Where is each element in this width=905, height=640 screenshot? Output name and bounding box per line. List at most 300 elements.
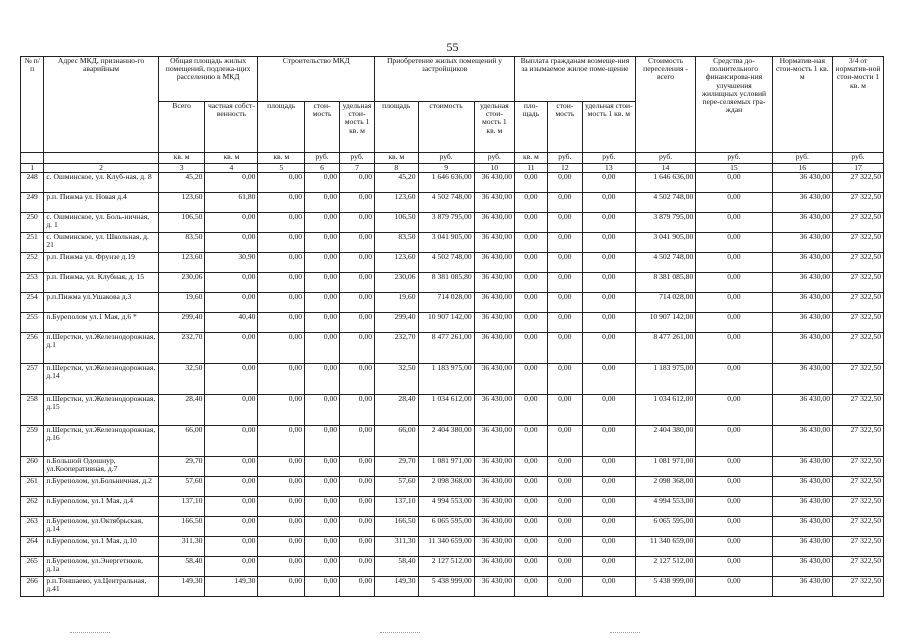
row-area-private: 0,00 [205, 213, 258, 233]
row-payout-area: 0,00 [514, 577, 547, 597]
table-row [21, 426, 884, 457]
row-payout-unit-cost: 0,00 [582, 537, 635, 557]
column-number: 3 [158, 164, 205, 173]
row-build-unit-cost: 0,00 [340, 497, 375, 517]
row-area-private: 0,00 [205, 333, 258, 364]
row-area-total: 45,20 [158, 173, 205, 193]
row-address: п.Шерстки, ул.Железнодорожная, д.1 [44, 333, 158, 364]
table-row [21, 333, 884, 364]
row-payout-unit-cost: 0,00 [582, 173, 635, 193]
row-three-quarters: 27 322,50 [833, 273, 884, 293]
row-payout-unit-cost: 0,00 [582, 253, 635, 273]
row-purchase-unit-cost: 36 430,00 [474, 233, 514, 253]
row-area-total: 28,40 [158, 395, 205, 426]
row-address: р.п. Пижма ул. Фрунзе д.19 [44, 253, 158, 273]
table-row [21, 497, 884, 517]
row-build-area: 0,00 [258, 253, 305, 273]
row-area-private: 0,00 [205, 273, 258, 293]
header-payout-area: пло-щадь [514, 102, 547, 153]
row-total-cost: 8 381 085,80 [635, 273, 695, 293]
row-number: 255 [21, 313, 44, 333]
row-extra-funding: 0,00 [696, 233, 772, 253]
row-purchase-area: 149,30 [375, 577, 418, 597]
row-payout-area: 0,00 [514, 173, 547, 193]
row-area-private: 61,80 [205, 193, 258, 213]
row-purchase-cost: 1 034 612,00 [418, 395, 474, 426]
row-area-private: 0,00 [205, 395, 258, 426]
unit-cell: кв. м [158, 153, 205, 164]
column-number: 14 [635, 164, 695, 173]
row-purchase-area: 58,40 [375, 557, 418, 577]
row-payout-cost: 0,00 [547, 313, 582, 333]
row-total-cost: 5 438 999,00 [635, 577, 695, 597]
row-address: р.п.Пижма ул.Ушакова д.3 [44, 293, 158, 313]
table-row [21, 173, 884, 193]
row-address: п.Шерстки, ул.Железнодорожная, д.14 [44, 364, 158, 395]
row-build-unit-cost: 0,00 [340, 213, 375, 233]
row-payout-cost: 0,00 [547, 233, 582, 253]
column-number: 8 [375, 164, 418, 173]
row-payout-area: 0,00 [514, 313, 547, 333]
row-payout-unit-cost: 0,00 [582, 557, 635, 577]
row-total-cost: 1 081 971,00 [635, 457, 695, 477]
row-purchase-unit-cost: 36 430,00 [474, 273, 514, 293]
column-number: 17 [833, 164, 884, 173]
row-build-unit-cost: 0,00 [340, 477, 375, 497]
row-build-area: 0,00 [258, 537, 305, 557]
row-payout-cost: 0,00 [547, 273, 582, 293]
row-build-cost: 0,00 [305, 426, 340, 457]
header-payout-cost: стои-мость [547, 102, 582, 153]
row-build-area: 0,00 [258, 333, 305, 364]
row-total-cost: 1 034 612,00 [635, 395, 695, 426]
row-number: 249 [21, 193, 44, 213]
row-purchase-area: 106,50 [375, 213, 418, 233]
row-build-area: 0,00 [258, 233, 305, 253]
row-build-unit-cost: 0,00 [340, 517, 375, 537]
row-number: 253 [21, 273, 44, 293]
row-purchase-cost: 1 646 636,00 [418, 173, 474, 193]
column-number: 2 [44, 164, 158, 173]
row-normative-cost: 36 430,00 [772, 273, 832, 293]
row-purchase-cost: 11 340 659,00 [418, 537, 474, 557]
row-purchase-cost: 714 028,00 [418, 293, 474, 313]
row-total-cost: 6 065 595,00 [635, 517, 695, 537]
row-three-quarters: 27 322,50 [833, 517, 884, 537]
table-row [21, 193, 884, 213]
row-area-private: 0,00 [205, 477, 258, 497]
row-total-cost: 4 502 748,00 [635, 253, 695, 273]
row-purchase-area: 32,50 [375, 364, 418, 395]
row-build-cost: 0,00 [305, 233, 340, 253]
row-build-unit-cost: 0,00 [340, 457, 375, 477]
row-three-quarters: 27 322,50 [833, 364, 884, 395]
footer-dots [610, 632, 640, 634]
table-row [21, 457, 884, 477]
row-number: 248 [21, 173, 44, 193]
unit-cell: руб. [474, 153, 514, 164]
row-build-area: 0,00 [258, 213, 305, 233]
row-normative-cost: 36 430,00 [772, 557, 832, 577]
row-build-unit-cost: 0,00 [340, 173, 375, 193]
row-build-area: 0,00 [258, 426, 305, 457]
row-payout-area: 0,00 [514, 333, 547, 364]
row-address: с. Ошминское, ул. Школьная, д. 21 [44, 233, 158, 253]
row-build-area: 0,00 [258, 273, 305, 293]
row-three-quarters: 27 322,50 [833, 457, 884, 477]
row-build-area: 0,00 [258, 313, 305, 333]
row-number: 251 [21, 233, 44, 253]
row-extra-funding: 0,00 [696, 557, 772, 577]
row-purchase-cost: 5 438 999,00 [418, 577, 474, 597]
row-area-total: 299,40 [158, 313, 205, 333]
row-build-cost: 0,00 [305, 557, 340, 577]
row-number: 261 [21, 477, 44, 497]
row-payout-unit-cost: 0,00 [582, 395, 635, 426]
row-purchase-unit-cost: 36 430,00 [474, 193, 514, 213]
table-row [21, 395, 884, 426]
row-build-unit-cost: 0,00 [340, 537, 375, 557]
row-build-area: 0,00 [258, 193, 305, 213]
row-three-quarters: 27 322,50 [833, 497, 884, 517]
header-build-cost: стои-мость [305, 102, 340, 153]
header-purchase-area: площадь [375, 102, 418, 153]
row-normative-cost: 36 430,00 [772, 457, 832, 477]
row-payout-cost: 0,00 [547, 497, 582, 517]
row-area-total: 230,06 [158, 273, 205, 293]
row-address: п.Большой Одошнур, ул.Кооперативная, д.7 [44, 457, 158, 477]
row-total-cost: 4 994 553,00 [635, 497, 695, 517]
row-normative-cost: 36 430,00 [772, 477, 832, 497]
row-extra-funding: 0,00 [696, 273, 772, 293]
row-build-unit-cost: 0,00 [340, 233, 375, 253]
row-total-cost: 2 404 380,00 [635, 426, 695, 457]
row-extra-funding: 0,00 [696, 293, 772, 313]
row-purchase-unit-cost: 36 430,00 [474, 395, 514, 426]
row-three-quarters: 27 322,50 [833, 477, 884, 497]
unit-cell: руб. [547, 153, 582, 164]
header-address: Адрес МКД, признанно-го аварийным [44, 57, 158, 153]
row-build-unit-cost: 0,00 [340, 395, 375, 426]
row-purchase-unit-cost: 36 430,00 [474, 537, 514, 557]
header-payout-group: Выплата гражданам возмеще-ния за изымаемое жилое поме-щение [514, 57, 635, 102]
row-purchase-cost: 3 041 905,00 [418, 233, 474, 253]
row-payout-cost: 0,00 [547, 333, 582, 364]
row-address: с. Ошминское, ул. Боль-ничная, д. 1 [44, 213, 158, 233]
row-build-cost: 0,00 [305, 457, 340, 477]
row-payout-cost: 0,00 [547, 537, 582, 557]
row-payout-unit-cost: 0,00 [582, 497, 635, 517]
row-number: 260 [21, 457, 44, 477]
row-address: п.Шерстки, ул.Железнодорожная, д.15 [44, 395, 158, 426]
column-number: 5 [258, 164, 305, 173]
row-total-cost: 2 098 368,00 [635, 477, 695, 497]
row-three-quarters: 27 322,50 [833, 577, 884, 597]
row-extra-funding: 0,00 [696, 213, 772, 233]
header-three-quarters: 3/4 от норматив-ной стои-мости 1 кв. м [833, 57, 884, 153]
row-purchase-area: 66,00 [375, 426, 418, 457]
table-row [21, 293, 884, 313]
row-purchase-unit-cost: 36 430,00 [474, 497, 514, 517]
row-address: п.Буреполом, ул.Энергетиков, д.1а [44, 557, 158, 577]
unit-cell [21, 153, 44, 164]
row-area-total: 19,60 [158, 293, 205, 313]
row-address: р.п. Пижма ул. Новая д.4 [44, 193, 158, 213]
row-build-area: 0,00 [258, 173, 305, 193]
header-total: Всего [158, 102, 205, 153]
row-three-quarters: 27 322,50 [833, 313, 884, 333]
row-purchase-cost: 10 907 142,00 [418, 313, 474, 333]
row-payout-area: 0,00 [514, 213, 547, 233]
row-purchase-area: 29,70 [375, 457, 418, 477]
row-purchase-unit-cost: 36 430,00 [474, 577, 514, 597]
row-extra-funding: 0,00 [696, 173, 772, 193]
row-purchase-area: 45,20 [375, 173, 418, 193]
unit-cell: руб. [340, 153, 375, 164]
row-number: 265 [21, 557, 44, 577]
table-body [21, 173, 884, 597]
row-payout-cost: 0,00 [547, 293, 582, 313]
page-number: 55 [446, 40, 459, 54]
row-purchase-area: 166,50 [375, 517, 418, 537]
row-extra-funding: 0,00 [696, 253, 772, 273]
row-normative-cost: 36 430,00 [772, 577, 832, 597]
row-area-private: 0,00 [205, 497, 258, 517]
column-number: 15 [696, 164, 772, 173]
row-number: 264 [21, 537, 44, 557]
resettlement-table [20, 56, 884, 597]
row-normative-cost: 36 430,00 [772, 537, 832, 557]
row-build-cost: 0,00 [305, 293, 340, 313]
table-row [21, 233, 884, 253]
row-extra-funding: 0,00 [696, 537, 772, 557]
row-extra-funding: 0,00 [696, 477, 772, 497]
row-purchase-cost: 4 502 748,00 [418, 193, 474, 213]
row-build-unit-cost: 0,00 [340, 193, 375, 213]
row-build-unit-cost: 0,00 [340, 273, 375, 293]
row-purchase-cost: 8 381 085,80 [418, 273, 474, 293]
footer-dots [380, 632, 420, 634]
row-purchase-unit-cost: 36 430,00 [474, 313, 514, 333]
column-number: 12 [547, 164, 582, 173]
row-payout-area: 0,00 [514, 193, 547, 213]
footer-dots [70, 632, 110, 634]
row-area-total: 137,10 [158, 497, 205, 517]
row-payout-area: 0,00 [514, 457, 547, 477]
row-build-cost: 0,00 [305, 364, 340, 395]
row-build-unit-cost: 0,00 [340, 426, 375, 457]
row-purchase-cost: 6 065 595,00 [418, 517, 474, 537]
row-build-cost: 0,00 [305, 497, 340, 517]
row-extra-funding: 0,00 [696, 364, 772, 395]
row-number: 257 [21, 364, 44, 395]
row-payout-area: 0,00 [514, 557, 547, 577]
row-payout-area: 0,00 [514, 537, 547, 557]
row-build-unit-cost: 0,00 [340, 293, 375, 313]
row-area-total: 57,60 [158, 477, 205, 497]
row-purchase-unit-cost: 36 430,00 [474, 213, 514, 233]
row-purchase-unit-cost: 36 430,00 [474, 517, 514, 537]
unit-cell: руб. [635, 153, 695, 164]
row-normative-cost: 36 430,00 [772, 364, 832, 395]
row-address: п.Буреполом, ул.1 Мая, д.4 [44, 497, 158, 517]
header-extra-funding: Средства до-полнительного финансирова-ния улучшения жилищных условий пере-селяемых гра-ждан [696, 57, 772, 153]
row-payout-unit-cost: 0,00 [582, 457, 635, 477]
row-address: р.п. Пижма, ул. Клубная, д. 15 [44, 273, 158, 293]
row-area-private: 0,00 [205, 233, 258, 253]
row-payout-cost: 0,00 [547, 253, 582, 273]
header-purchase-cost: стоимость [418, 102, 474, 153]
unit-cell: руб. [833, 153, 884, 164]
row-total-cost: 3 879 795,00 [635, 213, 695, 233]
row-build-area: 0,00 [258, 517, 305, 537]
row-purchase-unit-cost: 36 430,00 [474, 426, 514, 457]
row-purchase-unit-cost: 36 430,00 [474, 557, 514, 577]
row-build-cost: 0,00 [305, 517, 340, 537]
row-three-quarters: 27 322,50 [833, 537, 884, 557]
row-build-cost: 0,00 [305, 477, 340, 497]
row-purchase-area: 299,40 [375, 313, 418, 333]
row-three-quarters: 27 322,50 [833, 557, 884, 577]
row-normative-cost: 36 430,00 [772, 173, 832, 193]
row-purchase-unit-cost: 36 430,00 [474, 364, 514, 395]
row-payout-area: 0,00 [514, 253, 547, 273]
row-area-private: 0,00 [205, 557, 258, 577]
unit-cell: кв. м [375, 153, 418, 164]
row-build-area: 0,00 [258, 457, 305, 477]
row-area-total: 29,70 [158, 457, 205, 477]
row-three-quarters: 27 322,50 [833, 293, 884, 313]
header-area-group: Общая площадь жилых помещений, подлежа-щих расселению в МКД [158, 57, 258, 102]
row-total-cost: 10 907 142,00 [635, 313, 695, 333]
row-area-total: 58,40 [158, 557, 205, 577]
row-extra-funding: 0,00 [696, 517, 772, 537]
row-payout-area: 0,00 [514, 233, 547, 253]
row-three-quarters: 27 322,50 [833, 173, 884, 193]
row-address: п.Буреполом ул.1 Мая, д.6 * [44, 313, 158, 333]
row-number: 250 [21, 213, 44, 233]
unit-cell [44, 153, 158, 164]
row-build-cost: 0,00 [305, 537, 340, 557]
row-build-area: 0,00 [258, 557, 305, 577]
row-area-total: 166,50 [158, 517, 205, 537]
row-purchase-cost: 4 502 748,00 [418, 253, 474, 273]
row-payout-unit-cost: 0,00 [582, 193, 635, 213]
table-row [21, 364, 884, 395]
row-area-private: 0,00 [205, 426, 258, 457]
row-purchase-area: 137,10 [375, 497, 418, 517]
column-number: 1 [21, 164, 44, 173]
column-number: 9 [418, 164, 474, 173]
unit-cell: руб. [418, 153, 474, 164]
row-number: 262 [21, 497, 44, 517]
column-number: 6 [305, 164, 340, 173]
header-build-group: Строительство МКД [258, 57, 375, 102]
row-three-quarters: 27 322,50 [833, 333, 884, 364]
table-row [21, 477, 884, 497]
row-total-cost: 3 041 905,00 [635, 233, 695, 253]
row-three-quarters: 27 322,50 [833, 426, 884, 457]
row-purchase-cost: 2 098 368,00 [418, 477, 474, 497]
table-row [21, 557, 884, 577]
row-extra-funding: 0,00 [696, 313, 772, 333]
header-payout-unit-cost: удельная стои-мость 1 кв. м [582, 102, 635, 153]
row-payout-area: 0,00 [514, 477, 547, 497]
unit-cell: руб. [772, 153, 832, 164]
row-payout-area: 0,00 [514, 517, 547, 537]
row-three-quarters: 27 322,50 [833, 233, 884, 253]
row-area-private: 0,00 [205, 293, 258, 313]
row-area-private: 0,00 [205, 364, 258, 395]
row-area-total: 32,50 [158, 364, 205, 395]
row-area-total: 232,70 [158, 333, 205, 364]
row-payout-cost: 0,00 [547, 193, 582, 213]
column-number: 7 [340, 164, 375, 173]
table-row [21, 517, 884, 537]
row-extra-funding: 0,00 [696, 395, 772, 426]
row-payout-unit-cost: 0,00 [582, 426, 635, 457]
table-row [21, 313, 884, 333]
row-build-cost: 0,00 [305, 213, 340, 233]
row-build-area: 0,00 [258, 497, 305, 517]
row-payout-unit-cost: 0,00 [582, 293, 635, 313]
row-normative-cost: 36 430,00 [772, 193, 832, 213]
row-extra-funding: 0,00 [696, 193, 772, 213]
unit-cell: руб. [305, 153, 340, 164]
row-three-quarters: 27 322,50 [833, 395, 884, 426]
row-area-private: 0,00 [205, 537, 258, 557]
header-normative-cost: Норматив-ная стои-мость 1 кв. м [772, 57, 832, 153]
row-number: 252 [21, 253, 44, 273]
table-row [21, 253, 884, 273]
row-purchase-area: 311,30 [375, 537, 418, 557]
row-total-cost: 1 646 636,00 [635, 173, 695, 193]
row-payout-unit-cost: 0,00 [582, 477, 635, 497]
row-total-cost: 11 340 659,00 [635, 537, 695, 557]
row-address: п.Буреполом, ул.Октябрьская, д.14 [44, 517, 158, 537]
row-address: п.Шерстки, ул.Железнодорожная, д.16 [44, 426, 158, 457]
row-number: 259 [21, 426, 44, 457]
column-number: 16 [772, 164, 832, 173]
row-payout-unit-cost: 0,00 [582, 273, 635, 293]
row-payout-area: 0,00 [514, 497, 547, 517]
row-area-private: 0,00 [205, 457, 258, 477]
header-total-cost: Стоимость переселения - всего [635, 57, 695, 153]
row-purchase-area: 230,06 [375, 273, 418, 293]
table-header [21, 57, 884, 173]
row-payout-cost: 0,00 [547, 517, 582, 537]
row-build-cost: 0,00 [305, 173, 340, 193]
row-purchase-area: 19,60 [375, 293, 418, 313]
row-payout-cost: 0,00 [547, 173, 582, 193]
header-purchase-unit-cost: удельная стои-мость 1 кв. м [474, 102, 514, 153]
row-total-cost: 8 477 261,00 [635, 333, 695, 364]
row-build-unit-cost: 0,00 [340, 253, 375, 273]
row-area-total: 106,50 [158, 213, 205, 233]
row-purchase-cost: 2 404 380,00 [418, 426, 474, 457]
row-payout-cost: 0,00 [547, 213, 582, 233]
row-build-cost: 0,00 [305, 273, 340, 293]
row-normative-cost: 36 430,00 [772, 395, 832, 426]
row-purchase-unit-cost: 36 430,00 [474, 457, 514, 477]
row-payout-unit-cost: 0,00 [582, 333, 635, 364]
column-number: 11 [514, 164, 547, 173]
row-area-total: 83,50 [158, 233, 205, 253]
row-build-cost: 0,00 [305, 193, 340, 213]
row-payout-unit-cost: 0,00 [582, 577, 635, 597]
row-area-private: 0,00 [205, 173, 258, 193]
row-payout-area: 0,00 [514, 364, 547, 395]
